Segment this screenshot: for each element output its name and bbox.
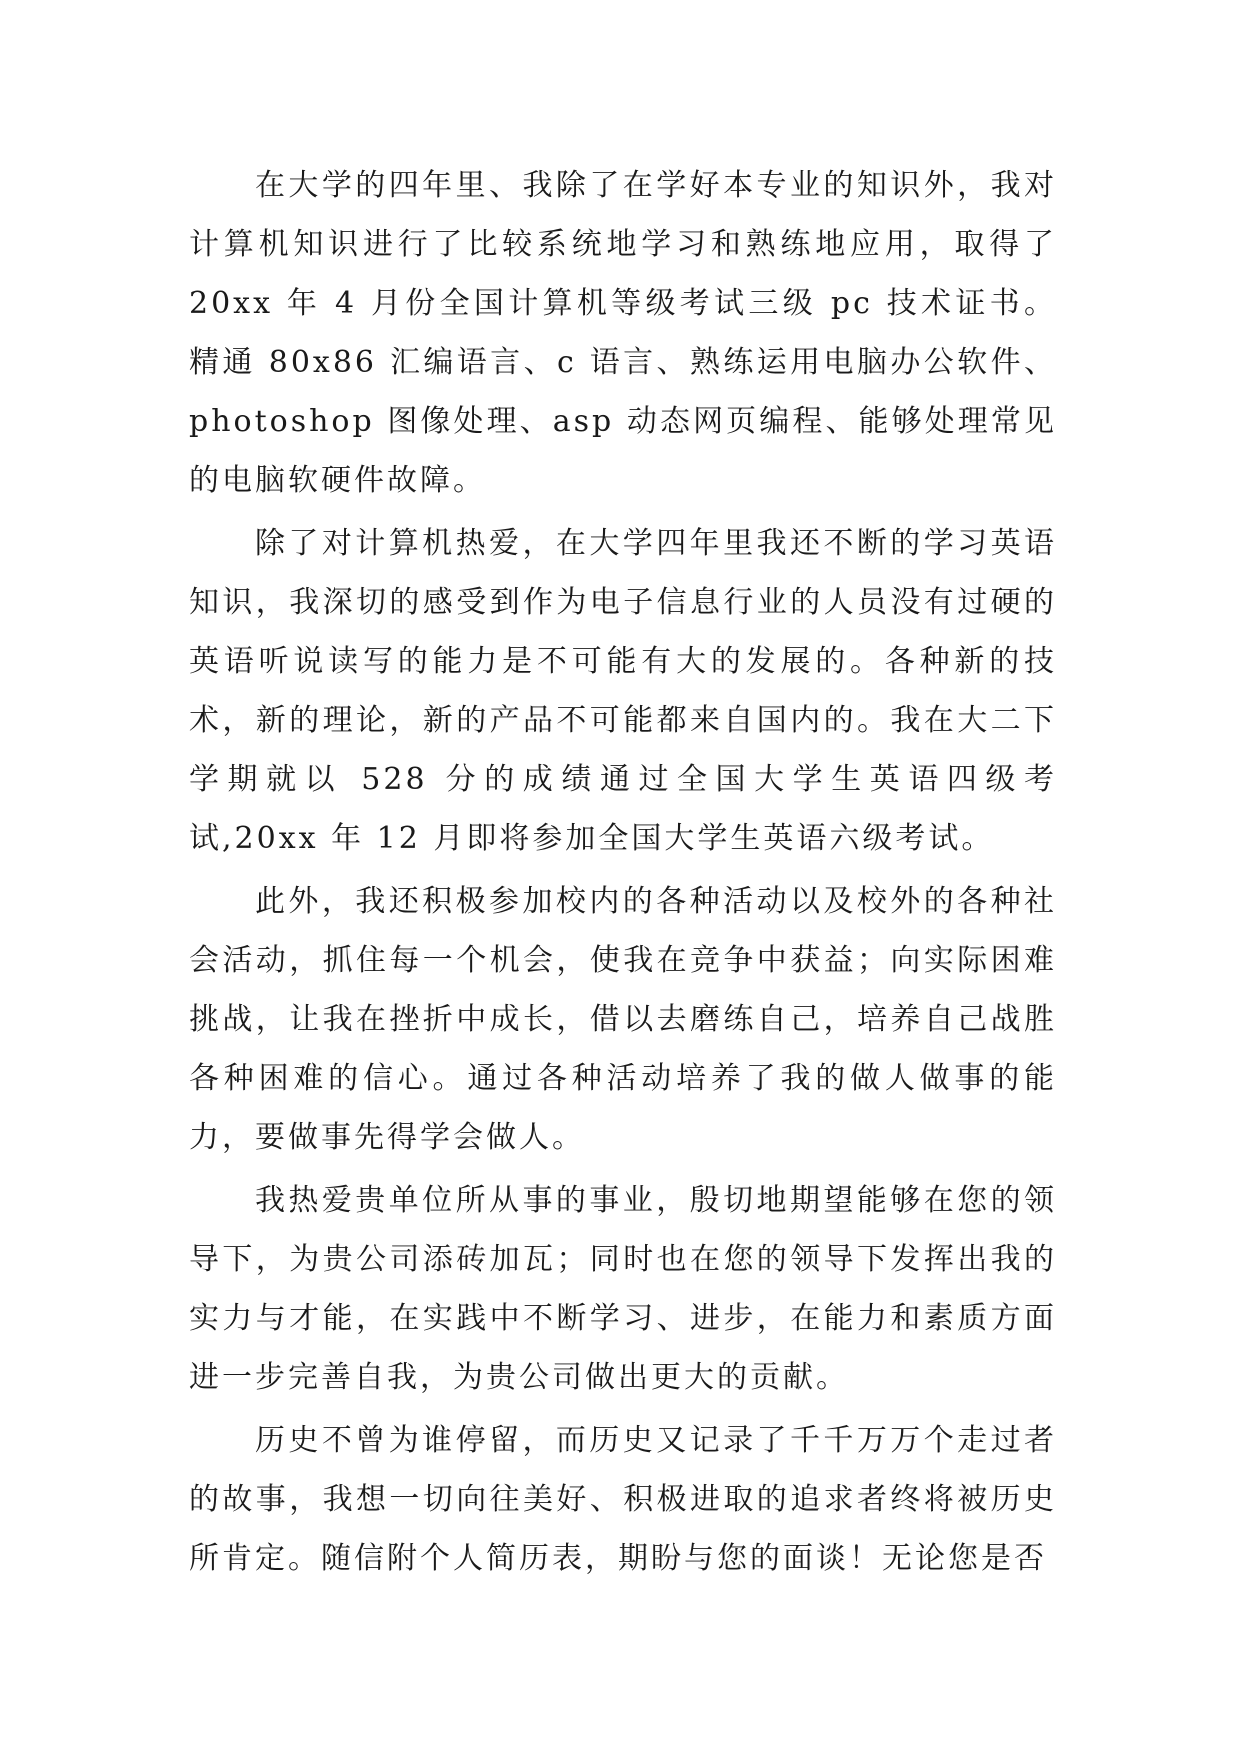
paragraph-closing: 历史不曾为谁停留，而历史又记录了千千万万个走过者的故事，我想一切向往美好、积极进取的追求者终将被历史所肯定。随信附个人简历表，期盼与您的面谈！无论您是否 bbox=[189, 1423, 1057, 1576]
paragraph-english-study: 除了对计算机热爱，在大学四年里我还不断的学习英语知识，我深切的感受到作为电子信息行业的人员没有过硬的英语听说读写的能力是不可能有大的发展的。各种新的技术，新的理论，新的产品不可能都来自国内的。我在大二下学期就以 528 分的成绩通过全国大学生英语四级考试,20xx 年 12 月即将参加全国大学生英语六级考试。 bbox=[189, 526, 1057, 856]
document-body bbox=[189, 156, 1057, 1592]
paragraph-career-aspiration: 我热爱贵单位所从事的事业，殷切地期望能够在您的领导下，为贵公司添砖加瓦；同时也在您的领导下发挥出我的实力与才能，在实践中不断学习、进步，在能力和素质方面进一步完善自我，为贵公司做出更大的贡献。 bbox=[189, 1183, 1057, 1395]
paragraph-activities: 此外，我还积极参加校内的各种活动以及校外的各种社会活动，抓住每一个机会，使我在竞争中获益；向实际困难挑战，让我在挫折中成长，借以去磨练自己，培养自己战胜各种困难的信心。通过各种活动培养了我的做人做事的能力，要做事先得学会做人。 bbox=[189, 884, 1057, 1155]
paragraph-computer-skills: 在大学的四年里、我除了在学好本专业的知识外，我对计算机知识进行了比较系统地学习和熟练地应用，取得了20xx 年 4 月份全国计算机等级考试三级 pc 技术证书。精通 80x86 汇编语言、c 语言、熟练运用电脑办公软件、photoshop 图像处理、asp 动态网页编程、能够处理常见的电脑软硬件故障。 bbox=[189, 168, 1057, 498]
